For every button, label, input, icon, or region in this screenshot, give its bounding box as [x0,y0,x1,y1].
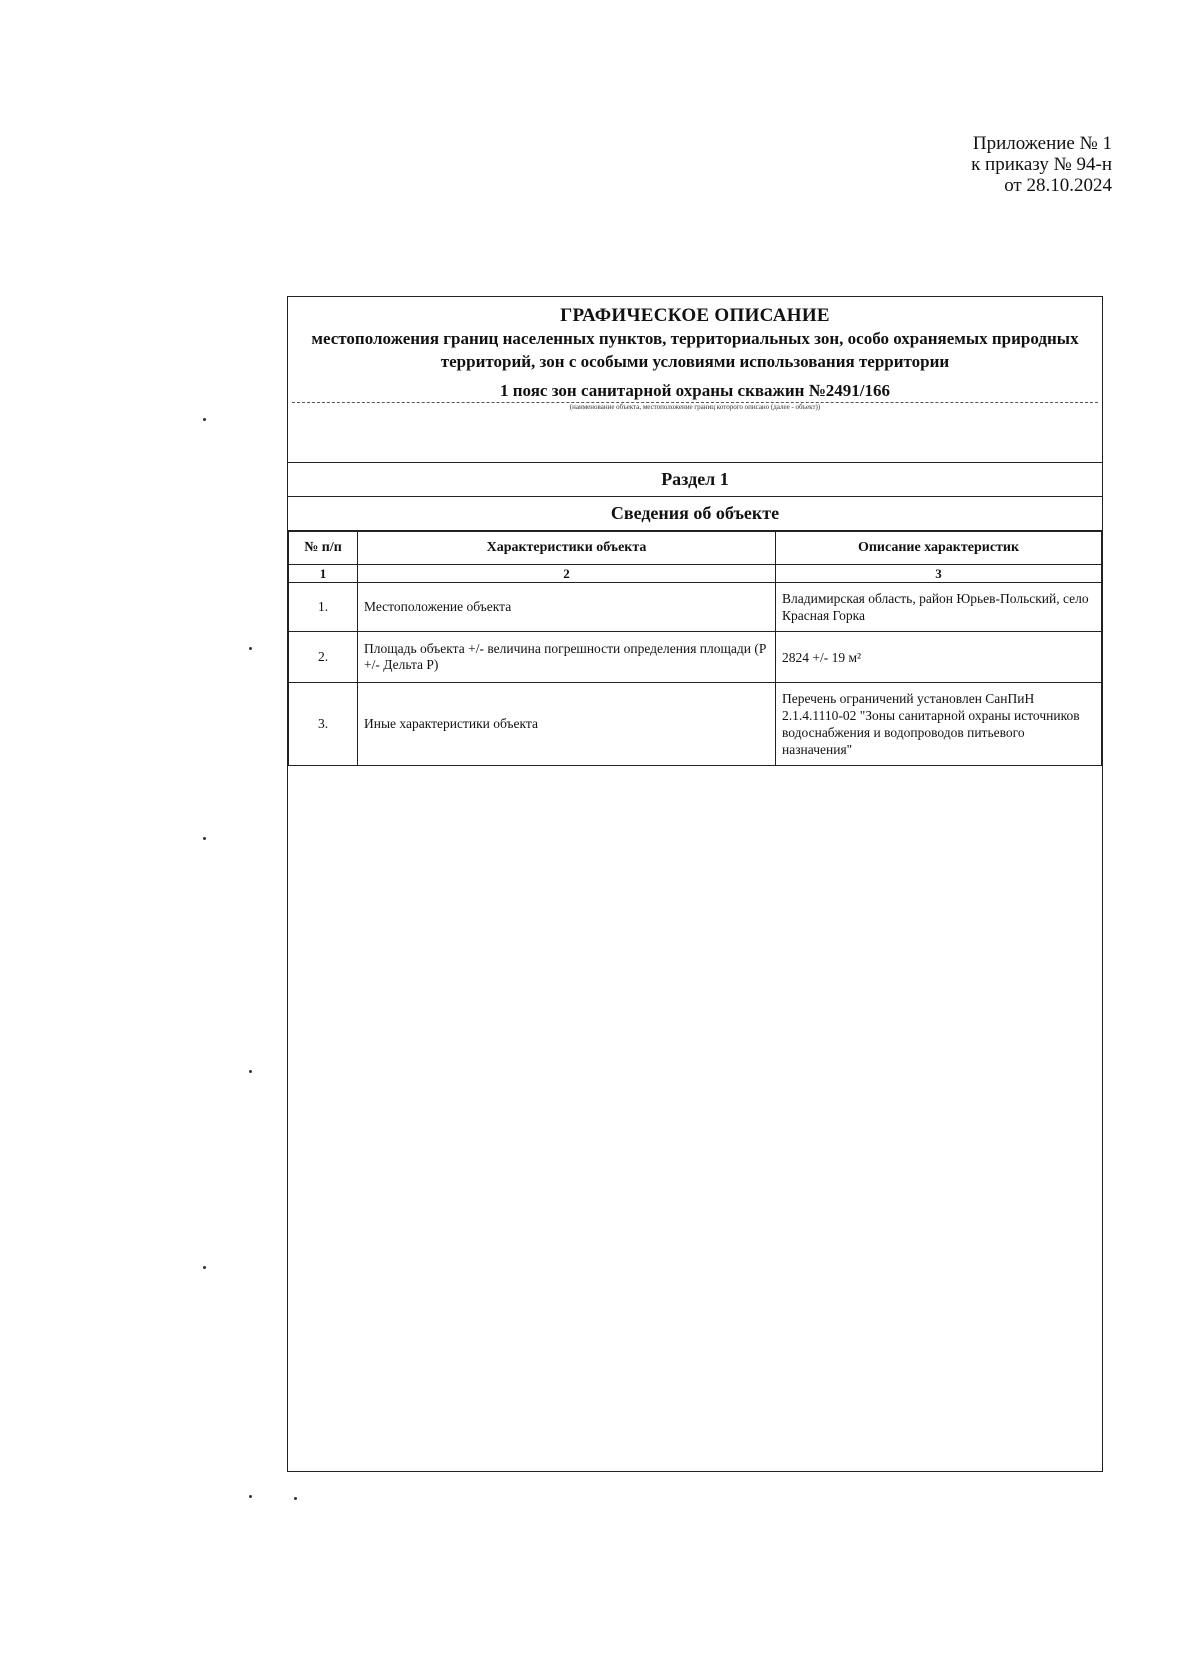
scan-speck [249,1495,252,1498]
section-block [288,462,1102,766]
index-cell: 1 [289,565,358,583]
section-subtitle: Сведения об объекте [288,497,1102,531]
row-number: 2. [289,632,358,683]
scan-speck [203,837,206,840]
table-row [289,683,1102,766]
order-number: к приказу № 94-н [971,154,1112,175]
object-name-hint: (наименование объекта, местоположение границ которого описано (далее - объект)) [569,403,821,411]
document-title: ГРАФИЧЕСКОЕ ОПИСАНИЕ [560,305,830,326]
order-date: от 28.10.2024 [1004,175,1112,196]
index-cell: 2 [358,565,776,583]
object-info-table [288,531,1102,766]
row-number: 3. [289,683,358,766]
scan-speck [249,647,252,650]
row-number: 1. [289,583,358,632]
row-description: Владимирская область, район Юрьев-Польский, село Красная Горка [776,583,1102,632]
scan-speck [203,418,206,421]
row-characteristic: Площадь объекта +/- величина погрешности определения площади (Р +/- Дельта Р) [358,632,776,683]
column-header-characteristic: Характеристики объекта [358,532,776,565]
document-subtitle: местоположения границ населенных пунктов, территориальных зон, особо охраняемых природных территорий, зон с особыми условиями использования территории [311,329,1079,371]
table-index-row [289,565,1102,583]
column-header-description: Описание характеристик [776,532,1102,565]
row-description: Перечень ограничений установлен СанПиН 2.1.4.1110-02 "Зоны санитарной охраны источников водоснабжения и водопроводов питьевого назначения" [776,683,1102,766]
appendix-number: Приложение № 1 [972,133,1112,154]
section-title: Раздел 1 [288,463,1102,497]
object-name: 1 пояс зон санитарной охраны скважин №2491/166 [499,381,891,400]
appendix-reference [971,133,1112,196]
document-frame [287,296,1103,1472]
column-header-number: № п/п [289,532,358,565]
table-header-row [289,532,1102,565]
row-characteristic: Местоположение объекта [358,583,776,632]
table-row [289,632,1102,683]
table-row [289,583,1102,632]
row-description: 2824 +/- 19 м² [776,632,1102,683]
scan-speck [249,1070,252,1073]
scan-speck [203,1266,206,1269]
scan-speck [294,1497,297,1500]
row-characteristic: Иные характеристики объекта [358,683,776,766]
document-header [288,297,1102,412]
index-cell: 3 [776,565,1102,583]
